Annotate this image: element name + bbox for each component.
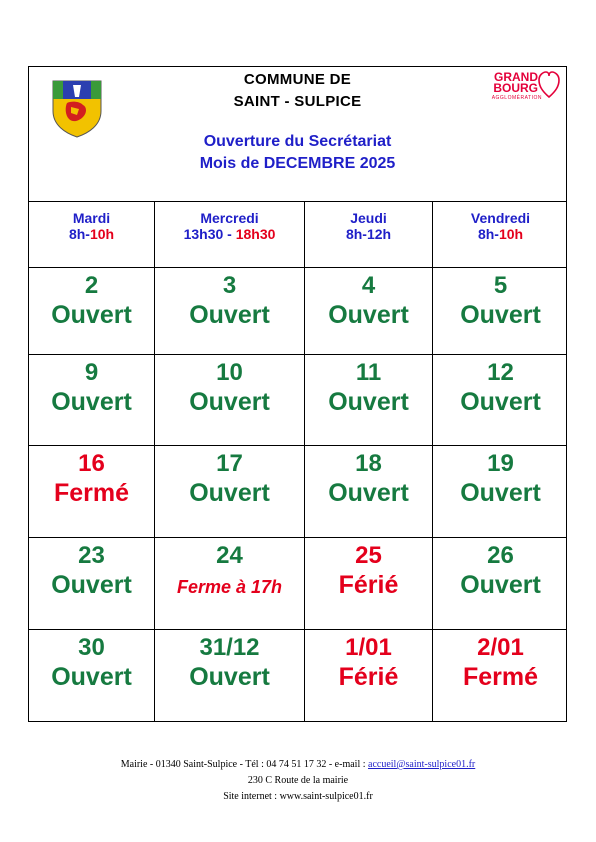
day-cell <box>155 630 305 721</box>
footer-contact <box>0 757 596 773</box>
date-number: 16 <box>78 450 105 477</box>
status-label: Fermé <box>462 663 539 691</box>
date-number: 17 <box>216 450 243 477</box>
status-label: Ouvert <box>51 571 132 599</box>
status-label: Fermé <box>53 479 130 507</box>
status-label: Ouvert <box>189 663 270 691</box>
week-row <box>29 268 566 355</box>
day-cell <box>29 446 155 537</box>
day-name: Mardi <box>72 210 111 226</box>
date-number: 31/12 <box>199 634 260 661</box>
date-number: 12 <box>487 359 514 386</box>
day-cell <box>155 268 305 354</box>
day-cell <box>433 446 568 537</box>
date-number: 25 <box>355 542 382 569</box>
status-label: Férié <box>338 571 399 599</box>
date-number: 2 <box>84 272 99 299</box>
day-hours-start: 8h- <box>477 226 499 242</box>
date-number: 3 <box>222 272 237 299</box>
footer-website: Site internet : www.saint-sulpice01.fr <box>223 791 373 802</box>
status-label: Ouvert <box>51 663 132 691</box>
email-link[interactable]: accueil@saint-sulpice01.fr <box>368 759 476 770</box>
day-cell <box>155 538 305 629</box>
status-label: Ouvert <box>328 388 409 416</box>
status-label: Ouvert <box>460 479 541 507</box>
status-label: Ouvert <box>460 388 541 416</box>
page-subtitle: Mois de DECEMBRE 2025 <box>199 155 396 172</box>
day-name: Jeudi <box>350 210 387 226</box>
status-label: Ouvert <box>51 301 132 329</box>
day-header-vendredi <box>433 202 568 267</box>
footer-address-phone: Mairie - 01340 Saint-Sulpice - Tél : 04 74 51 17 32 - e-mail : <box>120 759 369 770</box>
day-cell <box>29 355 155 445</box>
date-number: 11 <box>355 359 382 386</box>
status-label: Ouvert <box>328 301 409 329</box>
footer-street: 230 C Route de la mairie <box>247 775 349 786</box>
date-number: 30 <box>78 634 105 661</box>
day-cell <box>29 538 155 629</box>
day-cell <box>29 630 155 721</box>
day-cell <box>305 268 433 354</box>
status-label: Ouvert <box>460 301 541 329</box>
day-header-mercredi <box>155 202 305 267</box>
week-row <box>29 630 566 721</box>
day-cell <box>305 630 433 721</box>
date-number: 26 <box>487 542 514 569</box>
logo-line1: GRAND <box>494 70 538 84</box>
date-number: 5 <box>493 272 508 299</box>
schedule-sheet <box>28 66 567 722</box>
day-hours-start: 13h30 - <box>183 226 236 242</box>
week-row <box>29 446 566 538</box>
day-cell <box>155 355 305 445</box>
status-label: Ouvert <box>189 388 270 416</box>
day-header-jeudi <box>305 202 433 267</box>
commune-name: SAINT - SULPICE <box>233 93 362 110</box>
date-number: 9 <box>84 359 99 386</box>
day-cell <box>433 355 568 445</box>
day-name: Mercredi <box>200 210 259 226</box>
weekday-header-row <box>29 202 566 268</box>
date-number: 10 <box>216 359 243 386</box>
date-number: 18 <box>355 450 382 477</box>
day-name: Vendredi <box>470 210 531 226</box>
status-label: Ouvert <box>460 571 541 599</box>
week-row <box>29 355 566 446</box>
date-number: 2/01 <box>477 634 524 661</box>
day-header-mardi <box>29 202 155 267</box>
day-cell <box>433 538 568 629</box>
day-hours-end: 18h30 <box>235 226 276 242</box>
date-number: 1/01 <box>345 634 392 661</box>
week-row <box>29 538 566 630</box>
logo-line3: AGGLOMÉRATION <box>491 95 542 101</box>
logo-line2: BOURG <box>493 81 538 95</box>
date-number: 4 <box>361 272 376 299</box>
status-label: Férié <box>338 663 399 691</box>
day-cell <box>305 446 433 537</box>
status-label: Ouvert <box>189 479 270 507</box>
day-cell <box>305 355 433 445</box>
status-label: Ouvert <box>328 479 409 507</box>
day-cell <box>433 268 568 354</box>
heart-icon <box>538 71 560 99</box>
grand-bourg-logo <box>484 69 560 103</box>
day-hours-end: 10h <box>498 226 524 242</box>
header-block <box>29 67 566 202</box>
status-label: Ouvert <box>51 388 132 416</box>
day-hours-end: 10h <box>89 226 115 242</box>
status-label: Ouvert <box>189 301 270 329</box>
date-number: 24 <box>216 542 243 569</box>
day-cell <box>29 268 155 354</box>
date-number: 23 <box>78 542 105 569</box>
date-number: 19 <box>487 450 514 477</box>
status-label: Ferme à 17h <box>176 577 283 597</box>
day-cell <box>155 446 305 537</box>
day-hours-start: 8h-12h <box>345 226 392 242</box>
day-hours-start: 8h- <box>68 226 90 242</box>
commune-label: COMMUNE DE <box>243 71 352 88</box>
day-cell <box>433 630 568 721</box>
page-title: Ouverture du Secrétariat <box>203 133 392 150</box>
day-cell <box>305 538 433 629</box>
